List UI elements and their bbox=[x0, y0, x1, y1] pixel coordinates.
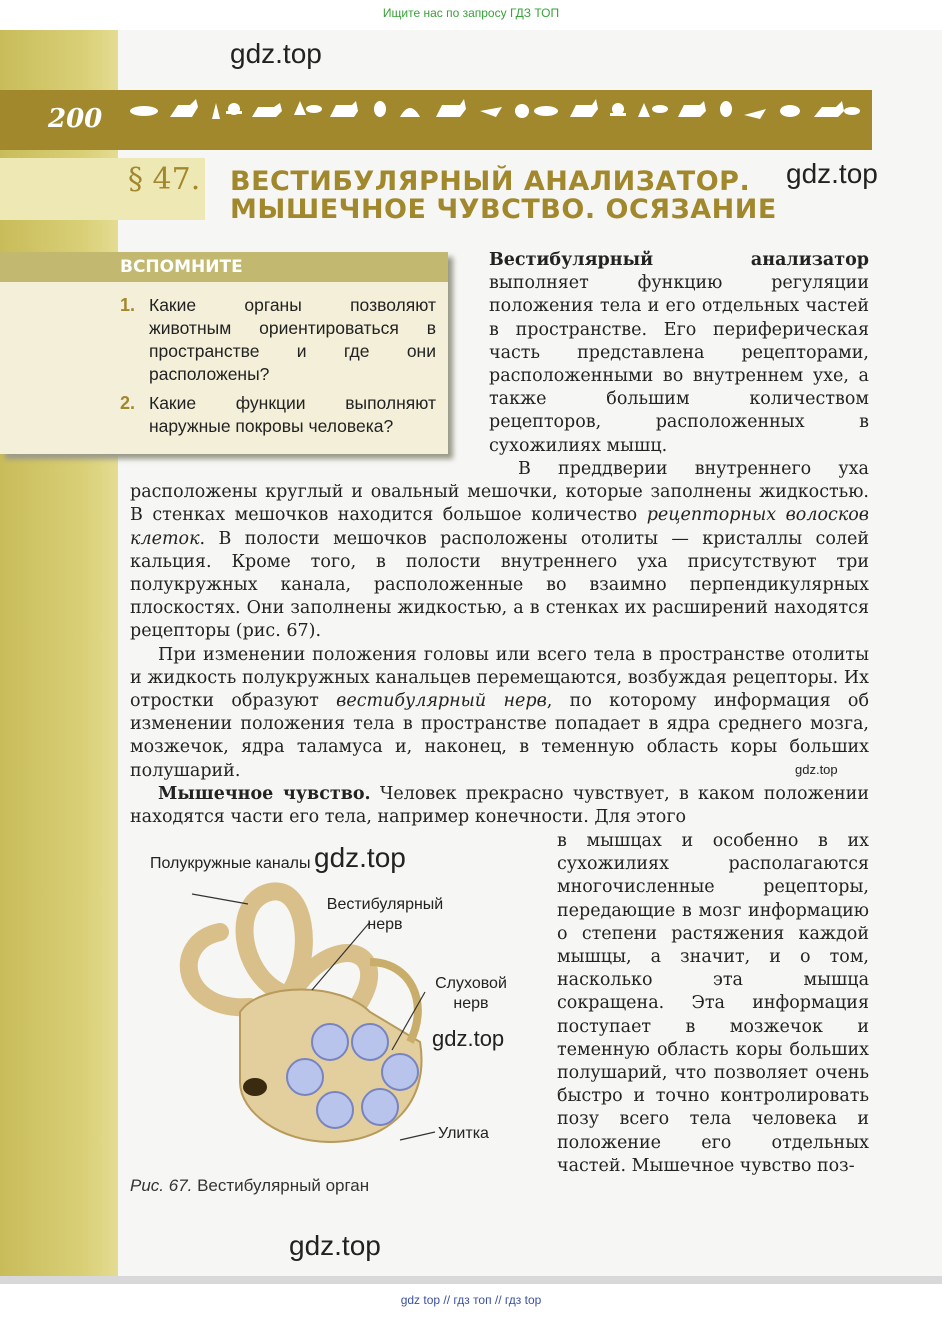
paragraph-text: в мышцах и особенно в их сухожилиях располагаются многочисленные рецепторы, передающие в мозг информацию о степени растяжения каждой мышцы, а значит, и о том, насколько эта мышца сокращена. Эта информация поступает в мозжечок и теменную область коры больших полушарий, что позволяет очень быстро и точно контролировать позу всего тела человека и положение его отдельных частей. Мышечное чувство поз- bbox=[557, 831, 869, 1176]
paragraph-text: В преддверии внутреннего уха расположены круглый и овальный мешочки, которые заполнены жидкостью. В стенках мешочков находится большое количество bbox=[130, 459, 869, 526]
label-auditory-nerve: Слуховой нерв bbox=[435, 975, 507, 1012]
animal-silhouettes-icon bbox=[130, 97, 860, 123]
caption-prefix: Рис. 67. bbox=[130, 1176, 193, 1195]
body-text bbox=[130, 458, 869, 829]
watermark: gdz.top bbox=[432, 1026, 505, 1051]
label-vestibular-nerve: Вестибулярный нерв bbox=[326, 896, 444, 933]
recall-question bbox=[120, 294, 436, 386]
term-muscle-sense: Мышечное чувство. bbox=[158, 783, 371, 804]
question-number: 2. bbox=[120, 393, 136, 413]
watermark: gdz.top bbox=[786, 158, 878, 189]
paragraph-muscle-sense bbox=[557, 830, 869, 1178]
question-number: 1. bbox=[120, 295, 136, 315]
question-text: Какие органы позволяют животным ориентироваться в пространстве и где они расположены? bbox=[149, 295, 436, 384]
label-cochlea: Улитка bbox=[438, 1125, 489, 1142]
page-bottom-edge bbox=[0, 1276, 942, 1284]
paragraph-text: , по которому информация об изменении положения тела в пространстве попадает в ядра среднего мозга, мозжечок, ядра таламуса и, наконец, в теменную область коры больших полушарий. bbox=[130, 691, 869, 781]
paragraph-vestibular bbox=[489, 249, 869, 458]
recall-box bbox=[0, 252, 448, 454]
section-number: § 47. bbox=[128, 162, 201, 197]
watermark: gdz.top bbox=[289, 1230, 381, 1261]
watermark: gdz.top bbox=[230, 38, 322, 69]
term-italic: вестибулярный нерв bbox=[336, 691, 547, 712]
footer-links: gdz top // гдз топ // гдз top bbox=[400, 1293, 542, 1307]
paragraph-text: выполняет функцию регуляции положения тела и его отдельных частей в пространстве. Его периферическая часть представлена рецепторами, расположенными во внутреннем ухе, а также большим количеством рецепторов, расположенных в сухожилиях мышц. bbox=[489, 273, 869, 456]
top-note: Ищите нас по запросу ГДЗ ТОП bbox=[382, 6, 560, 20]
paragraph-text: При изменении положения головы или всего тела в пространстве отолиты и жидкость полукружных канальцев перемещаются, возбуждая рецепторы. Их отростки образуют bbox=[130, 644, 869, 712]
paragraph-text: . В полости мешочков расположены отолиты — кристаллы солей кальция. Кроме того, в полости внутреннего уха присутствуют три полукружных канала, расположенные во взаимно перпендикулярных плоскостях. Они заполнены жидкостью, а в стенках их расширений находятся рецепторы (рис. 67). bbox=[130, 528, 869, 642]
figure-caption bbox=[130, 1176, 369, 1196]
term-italic: рецепторных волосков клеток bbox=[130, 505, 869, 549]
page-number: 200 bbox=[48, 104, 103, 134]
watermark: gdz.top bbox=[795, 762, 838, 777]
term-vestibular: Вестибулярный анализатор bbox=[489, 250, 869, 270]
paragraph-text: Человек прекрасно чувствует, в каком положении находятся части его тела, например конечности. Для этого bbox=[130, 783, 869, 828]
title-line-1: ВЕСТИБУЛЯРНЫЙ АНАЛИЗАТОР. bbox=[230, 166, 751, 197]
label-semicircular-canals: Полукружные каналы bbox=[150, 855, 311, 872]
watermark: gdz.top bbox=[314, 842, 406, 873]
page-title bbox=[230, 168, 777, 224]
recall-question bbox=[120, 392, 436, 438]
title-line-2: МЫШЕЧНОЕ ЧУВСТВО. ОСЯЗАНИЕ bbox=[230, 194, 777, 225]
question-text: Какие функции выполняют наружные покровы человека? bbox=[149, 393, 436, 436]
recall-heading: ВСПОМНИТЕ bbox=[0, 252, 448, 282]
caption-text: Вестибулярный орган bbox=[192, 1176, 370, 1195]
